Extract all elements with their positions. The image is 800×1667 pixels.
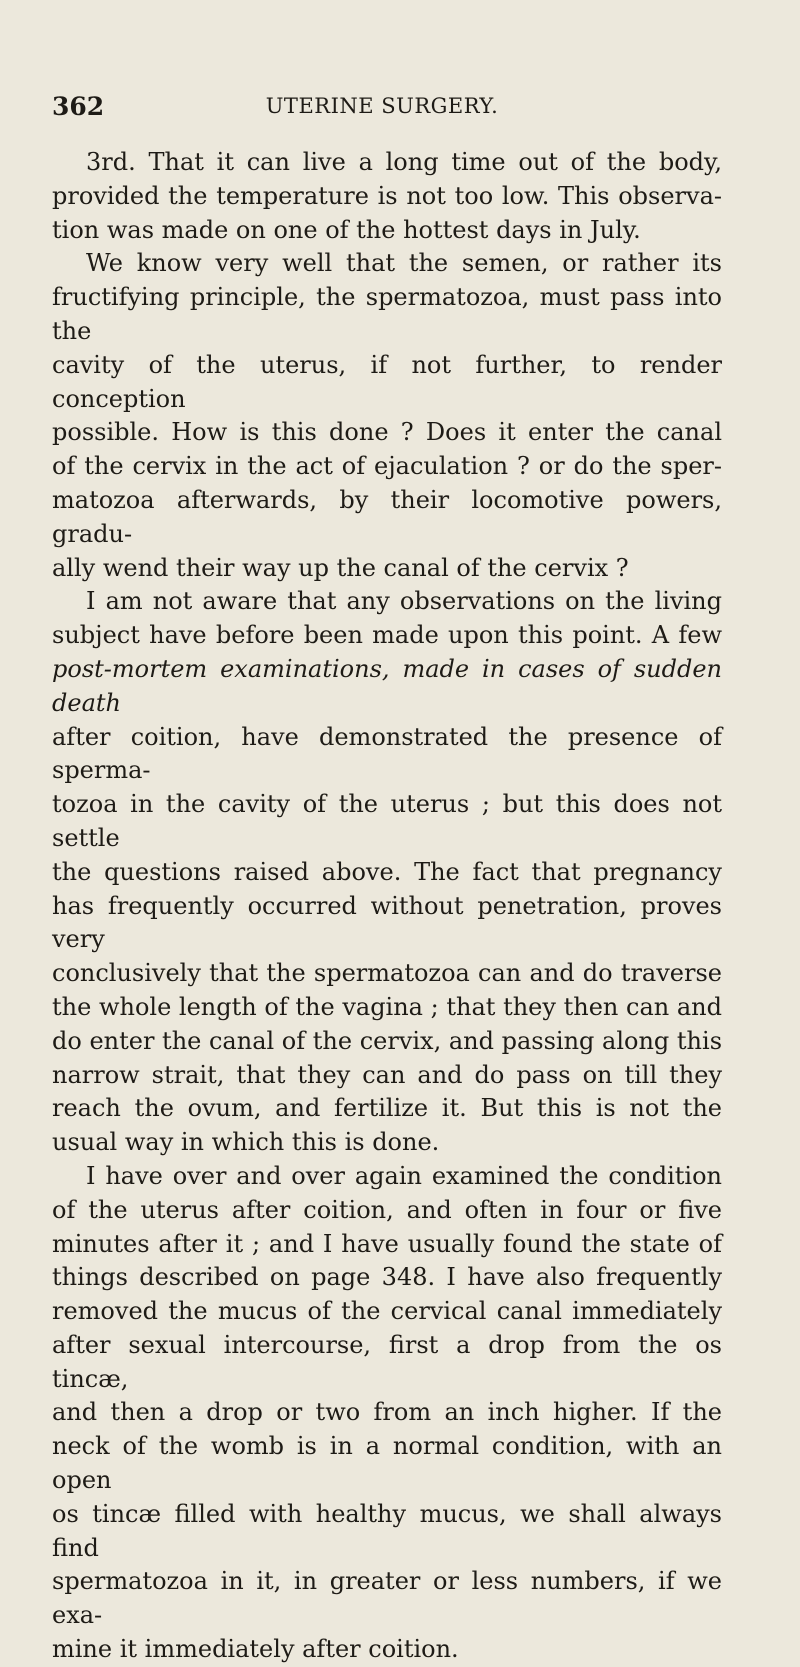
text-line: reach the ovum, and fertilize it. But this is not the (52, 1094, 722, 1123)
text-line: provided the temperature is not too low. This observa- (52, 181, 722, 210)
paragraph (52, 247, 722, 585)
text-line: things described on page 348. I have also frequently (52, 1263, 722, 1292)
text-line: os tincæ filled with healthy mucus, we shall always find (52, 1499, 722, 1562)
text-line: ally wend their way up the canal of the cervix ? (52, 553, 629, 582)
text-line: after coition, have demonstrated the presence of sperma- (52, 722, 722, 785)
paragraph (52, 1160, 722, 1667)
text-line: fructifying principle, the spermatozoa, must pass into the (52, 283, 722, 345)
paragraph (52, 146, 722, 247)
text-line: of the uterus after coition, and often in four or five (52, 1195, 722, 1224)
text-line: removed the mucus of the cervical canal immediately (52, 1297, 722, 1326)
text-line: neck of the womb is in a normal condition, with an open (52, 1432, 722, 1495)
italic-term: post-mortem examinations, made in cases of sudden death (52, 654, 722, 717)
text-line: I am not aware that any observations on the living (86, 587, 722, 616)
text-line: do enter the canal of the cervix, and passing along this (52, 1026, 723, 1055)
text-line: usual way in which this is done. (52, 1128, 440, 1157)
text-line: the questions raised above. The fact that pregnancy (52, 857, 722, 886)
text-line: after sexual intercourse, first a drop from the os tincæ, (52, 1330, 722, 1393)
running-title: UTERINE SURGERY. (265, 94, 499, 118)
body-text (52, 146, 722, 1667)
text-line: of the cervix in the act of ejaculation ? or do the sper- (52, 452, 722, 481)
text-line: 3rd. That it can live a long time out of the body, (86, 148, 722, 176)
text-line: spermatozoa in it, in greater or less numbers, if we exa- (52, 1567, 722, 1630)
text-line: matozoa afterwards, by their locomotive powers, gradu- (52, 485, 722, 548)
text-line: narrow strait, that they can and do pass on till they (52, 1060, 722, 1089)
text-line: tion was made on one of the hottest days in July. (52, 215, 641, 244)
paragraph (52, 585, 722, 1160)
text-line: I have over and over again examined the condition (86, 1161, 722, 1190)
text-line (52, 653, 722, 721)
text-line: the whole length of the vagina ; that they then can and (52, 992, 722, 1021)
text-line: conclusively that the spermatozoa can and do traverse (52, 959, 722, 988)
text-line: mine it immediately after coition. (52, 1635, 459, 1664)
text-line: minutes after it ; and I have usually found the state of (52, 1229, 722, 1258)
text-line: possible. How is this done ? Does it enter the canal (52, 418, 722, 447)
text-line: tozoa in the cavity of the uterus ; but this does not settle (52, 790, 722, 852)
running-head (52, 92, 712, 132)
text-line: has frequently occurred without penetration, proves very (52, 891, 722, 954)
text-line: We know very well that the semen, or rather its (86, 249, 722, 278)
text-line: cavity of the uterus, if not further, to render conception (52, 350, 722, 413)
text-line: subject have before been made upon this point. A few (52, 621, 722, 650)
page-number: 362 (52, 92, 105, 121)
text-line: and then a drop or two from an inch higher. If the (52, 1398, 722, 1427)
